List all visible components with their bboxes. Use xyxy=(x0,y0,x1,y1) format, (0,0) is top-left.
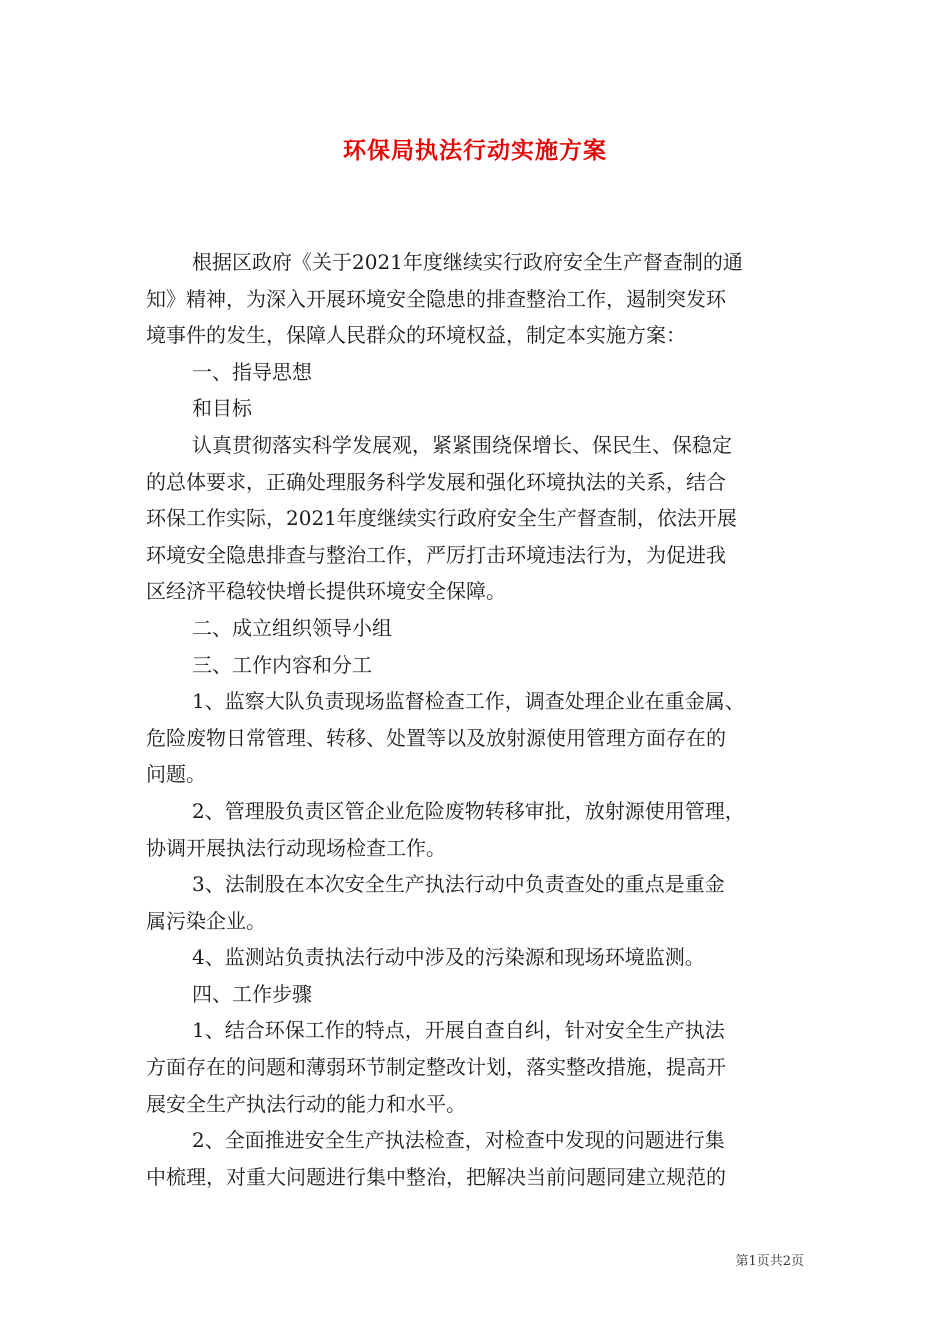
body-line: 二、成立组织领导小组 xyxy=(192,615,392,640)
body-line: 2、管理股负责区管企业危险废物转移审批，放射源使用管理， xyxy=(192,798,745,823)
body-line: 一、指导思想 xyxy=(192,359,312,384)
body-line: 问题。 xyxy=(146,762,206,787)
body-line: 认真贯彻落实科学发展观，紧紧围绕保增长、保民生、保稳定 xyxy=(192,432,732,457)
body-line: 和目标 xyxy=(192,396,252,421)
page-number: 第1页共2页 xyxy=(735,1254,804,1269)
body-line: 方面存在的问题和薄弱环节制定整改计划，落实整改措施，提高开 xyxy=(146,1055,726,1080)
body-line: 4、监测站负责执法行动中涉及的污染源和现场环境监测。 xyxy=(192,945,705,970)
body-line: 环保工作实际，2021年度继续实行政府安全生产督查制，依法开展 xyxy=(146,506,737,531)
body-line: 1、结合环保工作的特点，开展自查自纠，针对安全生产执法 xyxy=(192,1018,725,1043)
body-line: 根据区政府《关于2021年度继续实行政府安全生产督查制的通 xyxy=(192,250,743,274)
body-line: 属污染企业。 xyxy=(146,908,266,933)
body-line: 知》精神，为深入开展环境安全隐患的排查整治工作，遏制突发环 xyxy=(146,286,726,311)
body-line: 环境安全隐患排查与整治工作，严厉打击环境违法行为，为促进我 xyxy=(146,542,726,567)
body-line: 2、全面推进安全生产执法检查，对检查中发现的问题进行集 xyxy=(192,1128,725,1153)
body-line: 区经济平稳较快增长提供环境安全保障。 xyxy=(146,579,506,604)
body-line: 展安全生产执法行动的能力和水平。 xyxy=(146,1091,466,1116)
body-line: 3、法制股在本次安全生产执法行动中负责查处的重点是重金 xyxy=(192,872,725,897)
document-title: 环保局执法行动实施方案 xyxy=(343,137,607,164)
body-line: 四、工作步骤 xyxy=(192,981,312,1006)
document-body xyxy=(146,244,810,1195)
body-line: 1、监察大队负责现场监督检查工作，调查处理企业在重金属、 xyxy=(192,689,745,714)
body-line: 危险废物日常管理、转移、处置等以及放射源使用管理方面存在的 xyxy=(146,725,726,750)
body-line: 中梳理，对重大问题进行集中整治，把解决当前问题同建立规范的 xyxy=(146,1164,726,1189)
body-line: 三、工作内容和分工 xyxy=(192,652,372,677)
body-line: 协调开展执法行动现场检查工作。 xyxy=(146,835,446,860)
body-line: 的总体要求，正确处理服务科学发展和强化环境执法的关系，结合 xyxy=(146,469,726,494)
body-line: 境事件的发生，保障人民群众的环境权益，制定本实施方案： xyxy=(146,323,686,348)
